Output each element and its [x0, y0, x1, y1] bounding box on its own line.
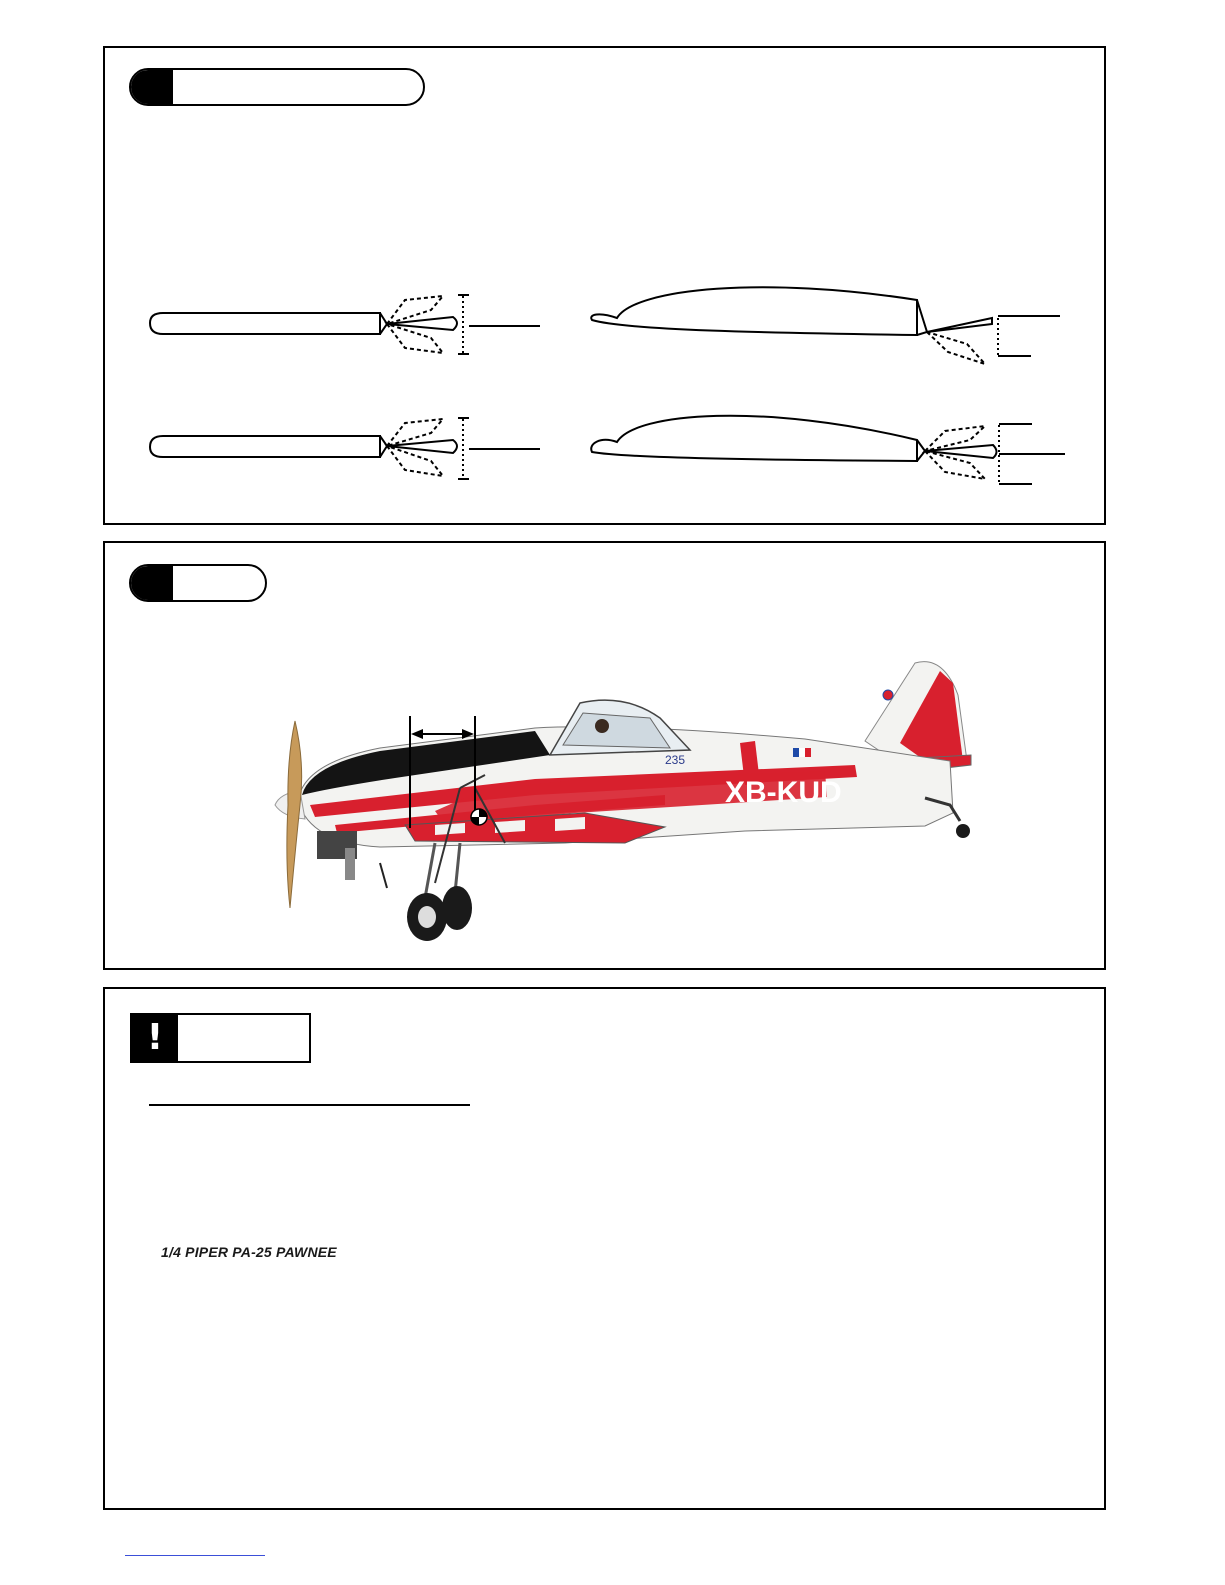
- control-throw-diagrams: [105, 48, 1108, 527]
- rudder-throw-diagram: [150, 418, 540, 479]
- caution-header: [130, 1013, 311, 1063]
- fuselage-number-text: 235: [665, 753, 686, 767]
- exclamation-icon: !: [132, 1015, 178, 1061]
- footer-link-underline: [125, 1555, 265, 1556]
- aileron-throw-diagram: [591, 287, 1060, 364]
- balance-cg-panel: [103, 541, 1106, 970]
- registration-text: XB-KUD: [725, 776, 842, 809]
- control-throws-panel: [103, 46, 1106, 525]
- flap-throw-diagram: [591, 416, 1065, 484]
- airplane-illustration: [105, 543, 1108, 972]
- caution-panel: [103, 987, 1106, 1510]
- model-name-text: 1/4 PIPER PA-25 PAWNEE: [161, 1244, 337, 1260]
- caution-underline: [149, 1104, 470, 1106]
- elevator-throw-diagram: [150, 295, 540, 354]
